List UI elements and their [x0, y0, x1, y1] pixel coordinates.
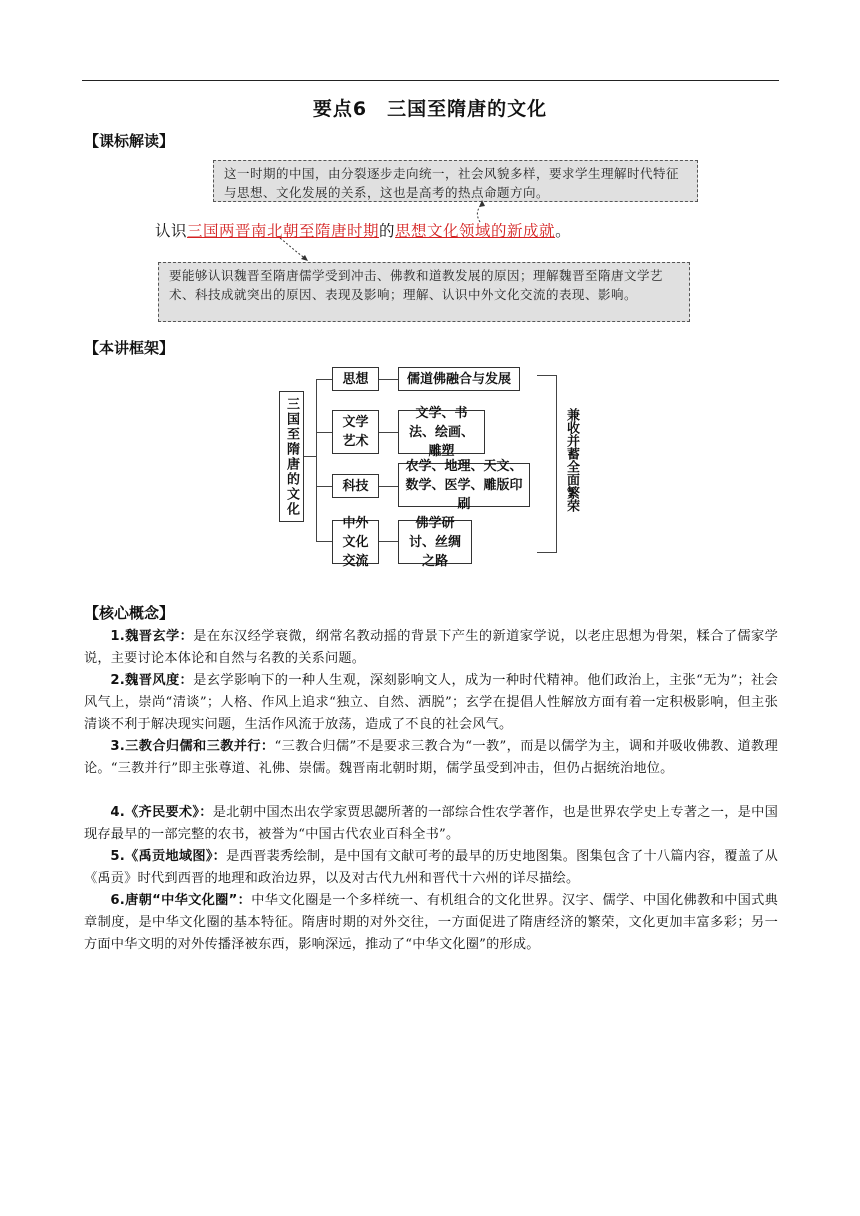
concept-3	[84, 736, 778, 780]
section-concepts-heading: 【核心概念】	[84, 604, 175, 622]
curriculum-bottom-box: 要能够认识魏晋至隋唐儒学受到冲击、佛教和道教发展的原因；理解魏晋至隋唐文学艺术、科技成就突出的原因、表现及影响；理解、认识中外文化交流的表现、影响。	[158, 262, 690, 322]
concept-2	[84, 670, 778, 736]
concept-term: 4.《齐民要术》：	[110, 805, 213, 820]
concept-text: 是北朝中国杰出农学家贾思勰所著的一部综合性农学著作，也是世界农学史上专著之一，是中国现存最早的一部完整的农书，被誉为“中国古代农业百科全书”。	[84, 805, 778, 842]
concept-text: 中华文化圈是一个多样统一、有机组合的文化世界。汉字、儒学、中国化佛教和中国式典章制度，是中华文化圈的基本特征。隋唐时期的对外交往，一方面促进了隋唐经济的繁荣，文化更加丰富多彩；另一方面中华文明的对外传播泽被东西，影响深远，推动了“中华文化圈”的形成。	[84, 893, 779, 952]
curriculum-top-box: 这一时期的中国，由分裂逐步走向统一，社会风貌多样，要求学生理解时代特征与思想、文化发展的关系，这也是高考的热点命题方向。	[213, 160, 698, 202]
page-title: 要点6 三国至隋唐的文化	[312, 98, 548, 120]
concept-text: 是玄学影响下的一种人生观，深刻影响文人，成为一种时代精神。他们政治上，主张“无为”；社会风气上，崇尚“清谈”；人格、作风上追求“独立、自然、洒脱”；玄学在提倡人性解放方面有着一定积极影响，但主张清谈不利于解决现实问题，生活作风流于放荡，造成了不良的社会风气。	[84, 673, 778, 732]
concept-text: 是在东汉经学衰微，纲常名教动摇的背景下产生的新道家学说，以老庄思想为骨架，糅合了儒家学说，主要讨论本体论和自然与名教的关系问题。	[84, 629, 778, 666]
statement-achievements: 思想文化领域的新成就	[395, 222, 556, 240]
concept-4	[84, 802, 778, 846]
concept-term: 6.唐朝“中华文化圈”：	[110, 893, 252, 908]
framework-root: 三国至隋唐的文化	[279, 391, 304, 522]
statement-period: 三国两晋南北朝至隋唐时期	[187, 222, 380, 240]
concept-6	[84, 890, 778, 956]
concept-text: 是西晋裴秀绘制，是中国有文献可考的最早的历史地图集。图集包含了十八篇内容，覆盖了从《禹贡》时代到西晋的地理和政治边界，以及对古代九州和晋代十六州的详尽描绘。	[84, 849, 778, 886]
detail-literature-art: 文学、书法、绘画、雕塑	[398, 410, 485, 454]
concept-term: 3.三教合归儒和三教并行：	[110, 739, 275, 754]
concept-1	[84, 626, 778, 670]
section-framework-heading: 【本讲框架】	[84, 339, 175, 357]
concept-term: 1.魏晋玄学：	[110, 629, 194, 644]
concept-5	[84, 846, 778, 890]
statement-prefix: 认识	[155, 222, 188, 240]
statement-mid: 的	[379, 222, 396, 240]
detail-thought: 儒道佛融合与发展	[398, 367, 520, 391]
detail-technology: 农学、地理、天文、数学、医学、雕版印刷	[398, 463, 530, 507]
section-curriculum-heading: 【课标解读】	[84, 132, 175, 150]
concept-term: 2.魏晋风度：	[110, 673, 194, 688]
concept-term: 5.《禹贡地域图》：	[110, 849, 227, 864]
curriculum-main-statement	[155, 219, 571, 241]
concept-text: “三教合归儒”不是要求三教合为“一教”，而是以儒学为主，调和并吸收佛教、道教理论。“三教并行”即主张尊道、礼佛、崇儒。魏晋南北朝时期，儒学虽受到冲击，但仍占据统治地位。	[84, 739, 778, 776]
curriculum-arrows	[0, 0, 860, 300]
branch-literature-art: 文学艺术	[332, 410, 379, 454]
branch-cultural-exchange: 中外文化交流	[332, 520, 379, 564]
branch-thought: 思想	[332, 367, 379, 391]
statement-suffix: 。	[555, 222, 572, 240]
detail-cultural-exchange: 佛学研讨、丝绸之路	[398, 520, 472, 564]
framework-summary: 兼收并蓄全面繁荣	[564, 408, 579, 512]
branch-technology: 科技	[332, 474, 379, 498]
